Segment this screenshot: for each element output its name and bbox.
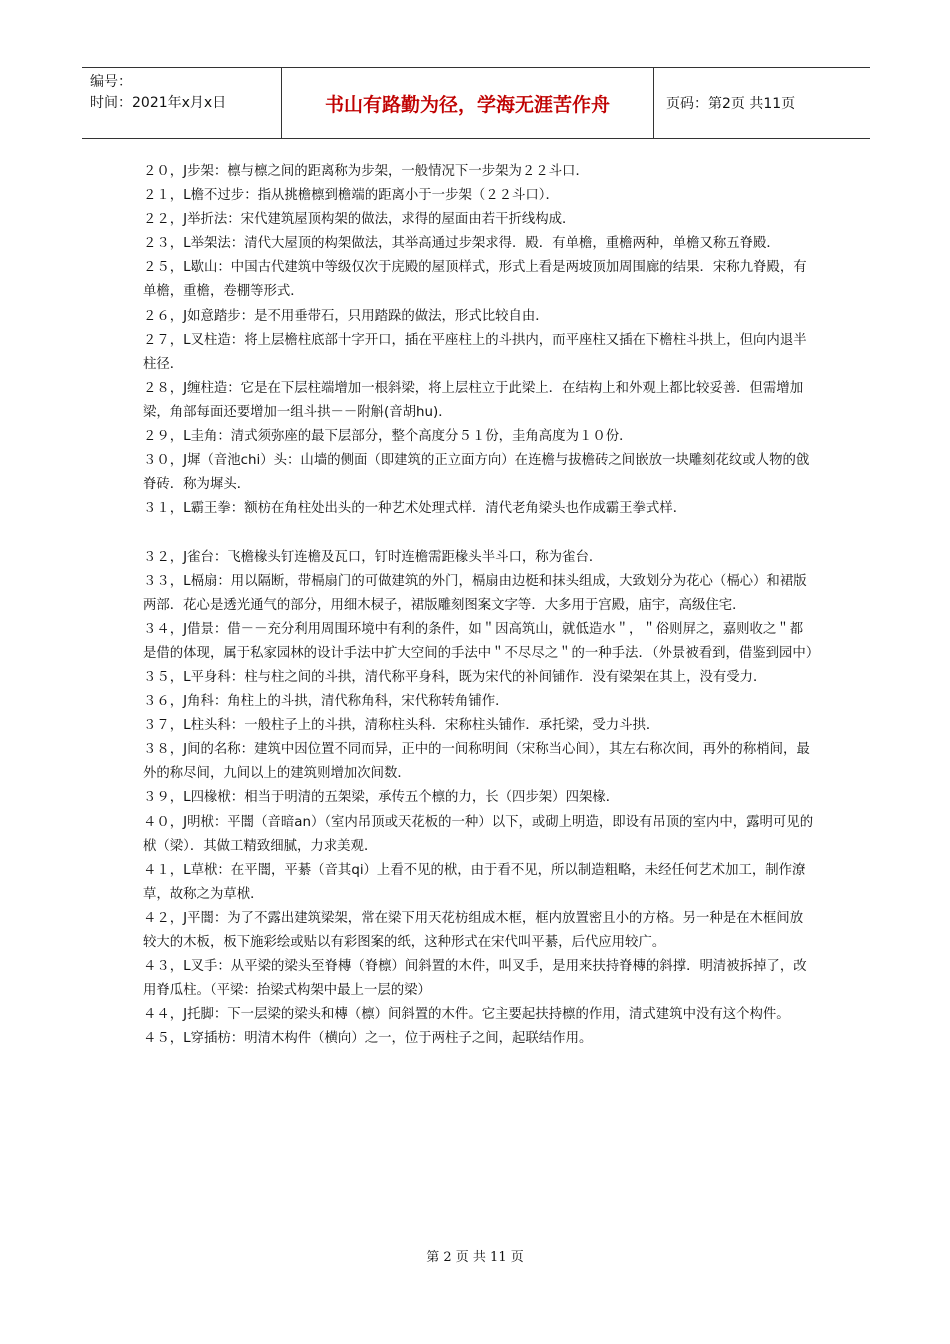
entry-36: ３６，J角科：角柱上的斗拱，清代称角科，宋代称转角铺作．: [143, 694, 509, 710]
serial-number-label: 编号：: [90, 74, 132, 90]
document-body: [143, 160, 820, 1051]
page-header: [82, 67, 870, 139]
entry-34: ３４，J借景：借－－充分利用周围环境中有利的条件，如＂因高筑山，就低造水＂，＂俗则屏之，嘉则收之＂都是借的体现，属于私家园林的设计手法中扩大空间的手法中＂不尽尽之＂的一种手法．（外景被看到，借鉴到园中）: [143, 621, 820, 661]
entry-37: ３７，L柱头科：一般柱子上的斗拱，清称柱头科．宋称柱头铺作．承托梁，受力斗拱．: [143, 718, 660, 734]
entry-32: ３２，J雀台：飞檐椽头钉连檐及瓦口，钉时连檐需距椽头半斗口，称为雀台．: [143, 549, 603, 565]
entry-22: ２２，J举折法：宋代建筑屋顶构架的做法，求得的屋面由若干折线构成．: [143, 212, 576, 228]
entry-21: ２１，L檐不过步：指从挑檐檩到檐端的距离小于一步架（２２斗口）．: [143, 188, 559, 204]
entry-25: ２５，L歇山：中国古代建筑中等级仅次于庑殿的屋顶样式，形式上看是两坡顶加周围廊的结果．宋称九脊殿，有单檐，重檐，卷棚等形式．: [143, 260, 807, 300]
entry-28: ２８，J缠柱造：它是在下层柱端增加一根斜梁，将上层柱立于此梁上．在结构上和外观上都比较妥善．但需增加梁，角部每面还要增加一组斗拱－－附斛(音胡hu)．: [143, 380, 804, 420]
entry-20: ２０，J步架：檩与檩之间的距离称为步架，一般情况下一步架为２２斗口．: [143, 164, 589, 179]
entry-27: ２７，L叉柱造：将上层檐柱底部十字开口，插在平座柱上的斗拱内，而平座柱又插在下檐柱斗拱上，但向内退半柱径．: [143, 332, 807, 372]
entry-31: ３１，L霸王拳：额枋在角柱处出头的一种艺术处理式样．清代老角梁头也作成霸王拳式样．: [143, 501, 687, 517]
entry-45: ４５，L穿插枋：明清木构件（横向）之一，位于两柱子之间，起联结作用。: [143, 1031, 593, 1047]
date-label: 时间：2021年x月x日: [90, 95, 227, 111]
entry-23: ２３，L举架法：清代大屋顶的构架做法，其举高通过步架求得．殿．有单檐，重檐两种，单檐又称五脊殿．: [143, 236, 780, 252]
header-page-number: 页码：第2页 共11页: [666, 96, 796, 112]
entry-38: ３８，J间的名称：建筑中因位置不同而异，正中的一间称明间（宋称当心间），其左右称次间，再外的称梢间，最外的称尽间，九间以上的建筑则增加次间数．: [143, 742, 810, 782]
entry-33: ３３，L槅扇：用以隔断，带槅扇门的可做建筑的外门，槅扇由边梃和抹头组成，大致划分为花心（槅心）和裙版两部．花心是透光通气的部分，用细木棂子，裙版雕刻图案文字等．大多用于宫殿，庙宇，高级住宅．: [143, 573, 807, 613]
blank-line: [143, 521, 815, 545]
entry-42: ４２，J平闇：为了不露出建筑梁架，常在梁下用天花枋组成木框，框内放置密且小的方格。另一种是在木框间放较大的木板，板下施彩绘或贴以有彩图案的纸，这种形式在宋代叫平綦，后代应用较广。: [143, 910, 804, 950]
entry-35: ３５，L平身科：柱与柱之间的斗拱，清代称平身科，既为宋代的补间铺作．没有梁架在其上，没有受力．: [143, 669, 767, 685]
page-footer: 第 2 页 共 11 页: [426, 1250, 524, 1265]
entry-29: ２９，L圭角：清式须弥座的最下层部分，整个高度分５１份，圭角高度为１０份．: [143, 429, 633, 445]
header-motto: 书山有路勤为径，学海无涯苦作舟: [282, 68, 654, 138]
header-meta: [82, 68, 282, 138]
entry-26: ２６，J如意踏步：是不用垂带石，只用踏跺的做法，形式比较自由．: [143, 308, 549, 324]
entry-43: ４３，L叉手：从平梁的梁头至脊槫（脊檩）间斜置的木件，叫叉手，是用来扶持脊槫的斜撑．明清被拆掉了，改用脊瓜柱。（平梁：抬梁式构架中最上一层的梁）: [143, 959, 807, 999]
entry-40: ４０，J明栿：平闇（音暗an）（室内吊顶或天花板的一种）以下，或砌上明造，即设有吊顶的室内中，露明可见的栿（梁）．其做工精致细腻，力求美观．: [143, 814, 814, 854]
entry-39: ３９，L四椽栿：相当于明清的五架梁，承传五个檩的力，长（四步架）四架椽．: [143, 790, 620, 806]
entry-44: ４４，J托脚：下一层梁的梁头和槫（檩）间斜置的木件。它主要起扶持檩的作用，清式建筑中没有这个构件。: [143, 1007, 790, 1023]
entry-41: ４１，L草栿：在平闇，平綦（音其qi）上看不见的栿，由于看不见，所以制造粗略，未经任何艺术加工，制作潦草，故称之为草栿．: [143, 862, 806, 902]
entry-30: ３０，J墀（音池chi）头：山墙的侧面（即建筑的正立面方向）在连檐与拔檐砖之间嵌放一块雕刻花纹或人物的戗脊砖．称为墀头．: [143, 453, 810, 493]
